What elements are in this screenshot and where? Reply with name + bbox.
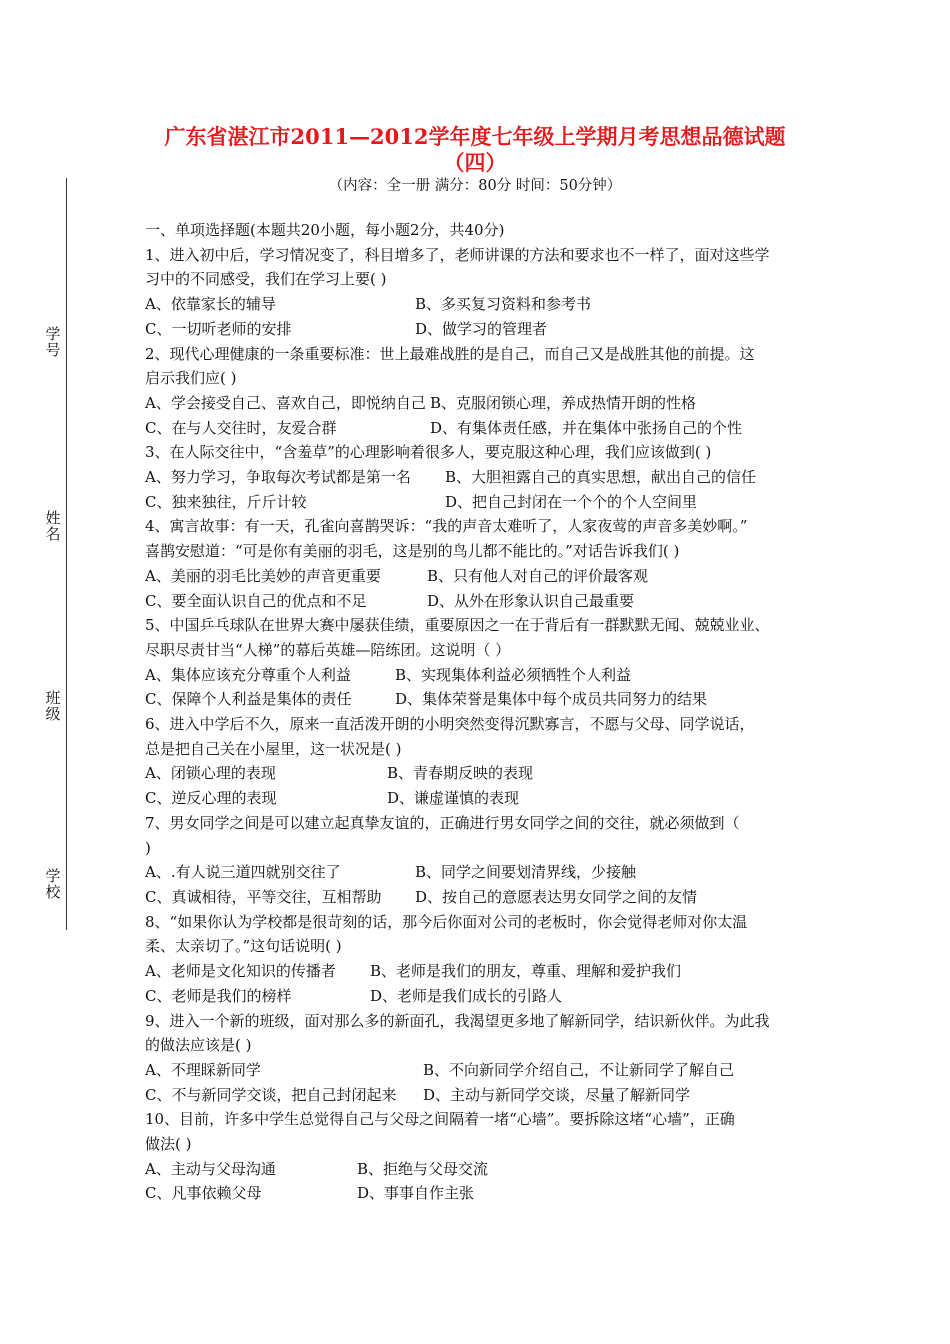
option-b: B、大胆袒露自己的真实思想，献出自己的信任: [445, 468, 757, 487]
exam-info: （内容：全一册 满分：80分 时间：50分钟）: [328, 178, 622, 194]
option-d: D、按自己的意愿表达男女同学之间的友情: [415, 887, 698, 906]
question-6: [145, 712, 825, 811]
section-heading: 一、单项选择题(本题共20小题，每小题2分，共40分): [145, 221, 505, 239]
option-row: [145, 465, 825, 490]
option-d: D、事事自作主张: [357, 1184, 475, 1203]
exam-title-line1: 广东省湛江市2011—2012学年度七年级上学期月考思想品德试题: [164, 124, 786, 149]
option-b: B、拒绝与父母交流: [357, 1159, 489, 1178]
option-c: C、老师是我们的榜样: [145, 986, 292, 1005]
option-row: [145, 1058, 825, 1083]
option-row: [145, 761, 825, 786]
question-stem-line: 7、男女同学之间是可以建立起真挚友谊的，正确进行男女同学之间的交往，就必须做到（: [145, 813, 740, 832]
question-list: [145, 243, 825, 1206]
binding-margin: [40, 178, 74, 930]
question-stem-line: ): [145, 838, 151, 857]
option-c: C、逆反心理的表现: [145, 789, 277, 808]
question-10: [145, 1107, 825, 1206]
option-row: [145, 959, 825, 984]
option-c: C、一切听老师的安排: [145, 319, 292, 338]
question-stem-line: 习中的不同感受，我们在学习上要( ): [145, 270, 387, 289]
exam-title: [120, 124, 830, 176]
option-d: D、集体荣誉是集体中每个成员共同努力的结果: [395, 690, 708, 709]
option-row: [145, 416, 825, 441]
option-a: A、依靠家长的辅导: [145, 295, 276, 314]
binding-line: [66, 178, 67, 930]
option-a: A、老师是文化知识的传播者: [145, 962, 336, 981]
option-c: C、独来独往，斤斤计较: [145, 492, 307, 511]
option-b: B、只有他人对自己的评价最客观: [427, 566, 649, 585]
question-5: [145, 613, 825, 712]
question-8: [145, 910, 825, 1009]
option-b: B、多买复习资料和参考书: [415, 295, 592, 314]
question-stem-line: 喜鹊安慰道：“可是你有美丽的羽毛，这是别的鸟儿都不能比的。”对话告诉我们( ): [145, 542, 680, 561]
question-stem-line: 9、进入一个新的班级，面对那么多的新面孔，我渴望更多地了解新同学，结识新伙伴。为此我: [145, 1011, 770, 1030]
question-stem-line: 2、现代心理健康的一条重要标准：世上最难战胜的是自己，而自己又是战胜其他的前提。这: [145, 344, 755, 363]
question-stem-line: 8、“如果你认为学校都是很苛刻的话，那今后你面对公司的老板时，你会觉得老师对你太温: [145, 912, 748, 931]
option-d: D、有集体责任感，并在集体中张扬自己的个性: [430, 418, 743, 437]
question-stem-line: 启示我们应( ): [145, 369, 237, 388]
question-stem-line: 柔、太亲切了。”这句话说明( ): [145, 937, 342, 956]
option-b: B、不向新同学介绍自己，不让新同学了解自己: [423, 1060, 735, 1079]
option-row: [145, 292, 825, 317]
option-row: [145, 1157, 825, 1182]
option-d: D、把自己封闭在一个个的个人空间里: [445, 492, 698, 511]
option-row: [145, 317, 825, 342]
option-row: [145, 1083, 825, 1108]
question-stem-line: 5、中国乒乓球队在世界大赛中屡获佳绩，重要原因之一在于背后有一群默默无闻、兢兢业业、: [145, 616, 770, 635]
question-stem-line: 做法( ): [145, 1135, 192, 1154]
option-d: D、老师是我们成长的引路人: [370, 986, 563, 1005]
option-row: [145, 564, 825, 589]
option-row: [145, 786, 825, 811]
option-c: C、在与人交往时，友爱合群: [145, 418, 337, 437]
option-row: [145, 984, 825, 1009]
question-stem-line: 3、在人际交往中，“含羞草”的心理影响着很多人，要克服这种心理，我们应该做到( ): [145, 443, 712, 462]
option-row: [145, 490, 825, 515]
name-label: 姓名: [45, 509, 61, 543]
option-c: C、不与新同学交谈，把自己封闭起来: [145, 1085, 397, 1104]
question-7: [145, 811, 825, 910]
option-row: [145, 1181, 825, 1206]
option-row: [145, 663, 825, 688]
option-c: C、真诚相待，平等交往，互相帮助: [145, 887, 382, 906]
question-2: [145, 342, 825, 441]
option-a: A、努力学习，争取每次考试都是第一名: [145, 468, 411, 487]
question-9: [145, 1009, 825, 1108]
option-c: C、保障个人利益是集体的责任: [145, 690, 352, 709]
option-a: A、主动与父母沟通: [145, 1159, 276, 1178]
option-a: A、美丽的羽毛比美妙的声音更重要: [145, 566, 381, 585]
exam-title-line2: （四）: [443, 150, 507, 175]
option-row: [145, 885, 825, 910]
option-row: [145, 860, 825, 885]
option-a: A、不理睬新同学: [145, 1060, 261, 1079]
option-b: B、青春期反映的表现: [387, 764, 534, 783]
option-d: D、做学习的管理者: [415, 319, 548, 338]
option-c: C、凡事依赖父母: [145, 1184, 262, 1203]
option-d: D、从外在形象认识自己最重要: [427, 591, 635, 610]
option-a: A、.有人说三道四就别交往了: [145, 863, 341, 882]
question-stem-line: 的做法应该是( ): [145, 1036, 252, 1055]
question-stem-line: 尽职尽责甘当“人梯”的幕后英雄—陪练团。这说明（ ）: [145, 640, 511, 659]
option-a: A、集体应该充分尊重个人利益: [145, 665, 351, 684]
question-stem-line: 4、寓言故事：有一天，孔雀向喜鹊哭诉：“我的声音太难听了，人家夜莺的声音多美妙啊。”: [145, 517, 748, 536]
question-stem-line: 10、目前，许多中学生总觉得自己与父母之间隔着一堵“心墙”。要拆除这堵“心墙”，正确: [145, 1110, 735, 1129]
option-b: B、老师是我们的朋友，尊重、理解和爱护我们: [370, 962, 682, 981]
option-row: [145, 391, 825, 416]
question-1: [145, 243, 825, 342]
option-d: D、主动与新同学交谈，尽量了解新同学: [423, 1085, 691, 1104]
class-label: 班级: [45, 689, 61, 723]
option-c: C、要全面认识自己的优点和不足: [145, 591, 367, 610]
option-b: B、克服闭锁心理，养成热情开朗的性格: [430, 393, 697, 412]
option-d: D、谦虚谨慎的表现: [387, 789, 520, 808]
question-stem-line: 总是把自己关在小屋里，这一状况是( ): [145, 739, 402, 758]
option-a: A、闭锁心理的表现: [145, 764, 276, 783]
question-3: [145, 440, 825, 514]
question-stem-line: 1、进入初中后，学习情况变了，科目增多了，老师讲课的方法和要求也不一样了，面对这些学: [145, 245, 770, 264]
option-b: B、实现集体利益必须牺牲个人利益: [395, 665, 632, 684]
school-label: 学校: [45, 867, 61, 901]
option-row: [145, 687, 825, 712]
student-number-label: 学号: [45, 325, 61, 359]
option-a: A、学会接受自己、喜欢自己，即悦纳自己: [145, 393, 426, 412]
question-4: [145, 514, 825, 613]
option-row: [145, 589, 825, 614]
option-b: B、同学之间要划清界线，少接触: [415, 863, 637, 882]
question-stem-line: 6、进入中学后不久，原来一直活泼开朗的小明突然变得沉默寡言，不愿与父母、同学说话，: [145, 715, 755, 734]
exam-content: [145, 218, 825, 1206]
